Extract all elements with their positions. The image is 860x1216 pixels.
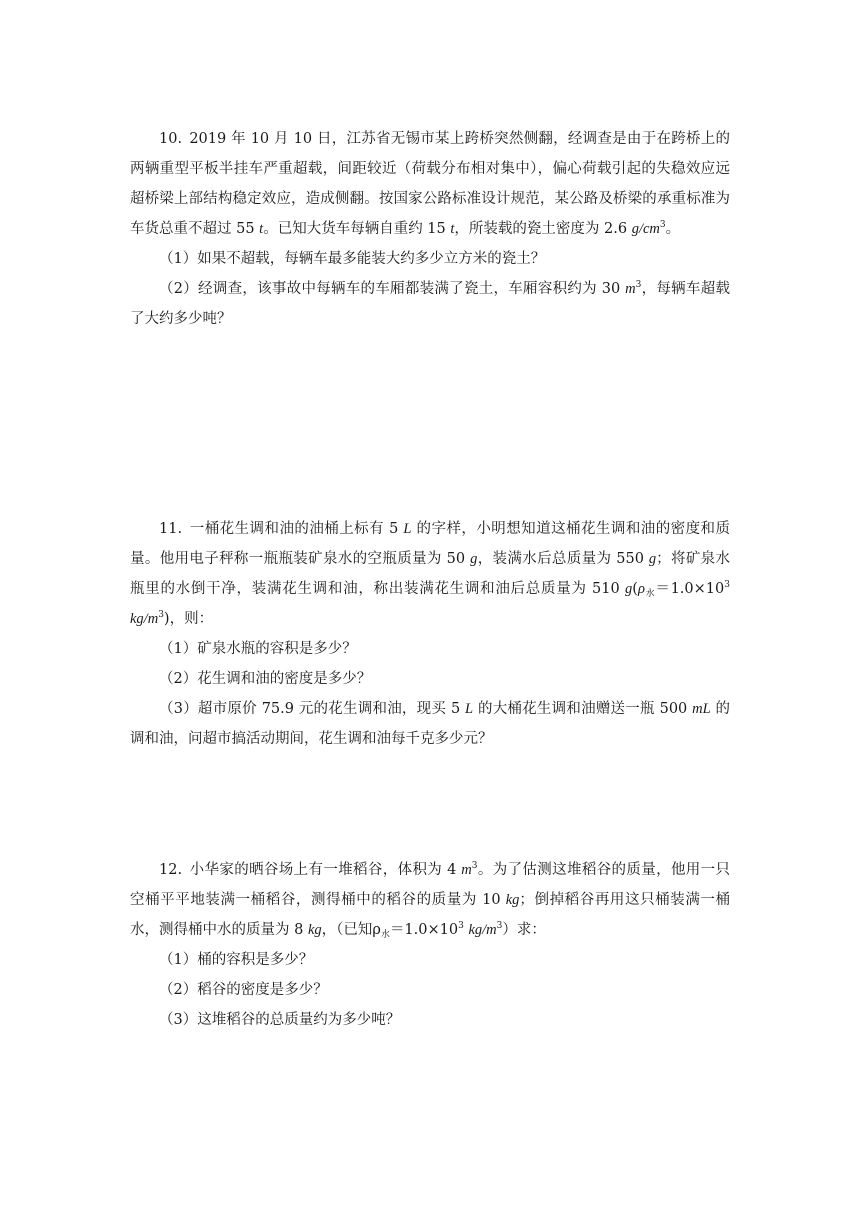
text-run: （2）花生调和油的密度是多少？	[159, 671, 372, 687]
text-run: ，所装载的瓷土密度为 2.6	[454, 221, 632, 237]
text-run: （2）经调查，该事故中每辆车的车厢都装满了瓷土，车厢容积约为 30	[159, 281, 626, 297]
unit-symbol: g	[648, 551, 657, 567]
sub-question-3	[130, 694, 730, 754]
sub-question-1	[130, 244, 730, 274]
sub-question-2	[130, 274, 730, 334]
unit-symbol: g/cm	[631, 221, 660, 237]
superscript: 3	[496, 921, 503, 931]
text-run: ，装满水后总质量为 550	[477, 551, 649, 567]
text-run: 的大桶花生调和油赠送一瓶 500	[473, 701, 693, 717]
unit-symbol: kg	[505, 892, 520, 908]
superscript: 3	[659, 220, 666, 230]
unit-symbol: t	[259, 221, 264, 237]
sub-question-2	[130, 664, 730, 694]
text-run: ＝1.0×10	[655, 581, 725, 597]
superscript: 3	[724, 580, 730, 590]
question-number: 10.	[159, 131, 183, 147]
unit-symbol: kg	[307, 922, 322, 938]
superscript: 3	[458, 921, 464, 931]
question-stem	[130, 124, 730, 244]
text-run: （3）超市原价 75.9 元的花生调和油，现买 5	[159, 701, 466, 717]
text-run: （3）这堆稻谷的总质量约为多少吨？	[159, 1012, 401, 1028]
text-run: 。	[665, 221, 681, 237]
sub-question-1	[130, 945, 730, 975]
unit-symbol: kg/m	[468, 922, 497, 938]
text-run: 一桶花生调和油的油桶上标有 5	[189, 521, 404, 537]
unit-symbol: mL	[692, 701, 711, 717]
superscript: 3	[158, 610, 164, 620]
unit-symbol: L	[403, 521, 412, 537]
question-number: 12.	[159, 862, 183, 878]
unit-symbol: ρ	[637, 581, 645, 597]
question-12	[130, 855, 730, 1035]
text-run: ，每辆车超载了大约多少吨？	[130, 281, 730, 327]
text-run: )，则：	[163, 611, 214, 627]
text-run: (	[632, 581, 638, 597]
question-10	[130, 124, 730, 334]
text-run: 的字样，小明想知道这桶花生调和油的密度和质量。他用电子秤称一瓶瓶装矿泉水的空瓶质量为 50	[130, 521, 730, 567]
text-run: ）求：	[502, 922, 546, 938]
text-run: 2019 年 10 月 10 日，江苏省无锡市某上跨桥突然侧翻，经调查是由于在跨桥上的两辆重型平板半挂车严重超载，间距较近（荷载分布相对集中），偏心荷载引起的失稳效应远超桥梁上部结构稳定效应，造成侧翻。按国家公路标准设计规范，某公路及桥梁的承重标准为车货总重不超过 55	[130, 131, 730, 237]
superscript: 3	[635, 280, 642, 290]
unit-symbol: g	[470, 551, 478, 567]
subscript: 水	[644, 589, 656, 599]
text-run: （1）桶的容积是多少？	[159, 952, 314, 968]
question-stem	[130, 514, 730, 634]
text-run: ；倒掉稻谷再用这只桶装满一桶水，测得桶中水的质量为 8	[130, 892, 730, 938]
question-number: 11.	[159, 521, 183, 537]
text-run: 的调和油，问超市搞活动期间，花生调和油每千克多少元？	[130, 701, 730, 747]
unit-symbol: L	[465, 701, 474, 717]
unit-symbol: m	[625, 281, 636, 297]
text-run: （1）如果不超载，每辆车最多能装大约多少立方米的瓷土？	[159, 251, 546, 267]
text-run: （1）矿泉水瓶的容积是多少？	[159, 641, 357, 657]
superscript: 3	[471, 861, 478, 871]
sub-question-3	[130, 1005, 730, 1035]
text-run: （2）稻谷的密度是多少？	[159, 982, 328, 998]
text-run: 。已知大货车每辆自重约 15	[263, 221, 451, 237]
unit-symbol: g	[625, 581, 633, 597]
sub-question-2	[130, 975, 730, 1005]
unit-symbol: m	[461, 862, 472, 878]
subscript: 水	[380, 930, 390, 940]
text-run: 。为了估测这堆稻谷的质量，他用一只空桶平平地装满一桶稻谷，测得桶中的稻谷的质量为 10	[130, 862, 730, 908]
unit-symbol: t	[450, 221, 455, 237]
question-11	[130, 514, 730, 754]
unit-symbol: kg/m	[130, 611, 159, 627]
question-stem	[130, 855, 730, 945]
text-run: ，（已知ρ	[321, 922, 381, 938]
text-run: ＝1.0×10	[389, 922, 459, 938]
text-run: ；将矿泉水瓶里的水倒干净，装满花生调和油，称出装满花生调和油后总质量为 510	[130, 551, 731, 597]
sub-question-1	[130, 634, 730, 664]
text-run: 小华家的晒谷场上有一堆稻谷，体积为 4	[189, 862, 462, 878]
